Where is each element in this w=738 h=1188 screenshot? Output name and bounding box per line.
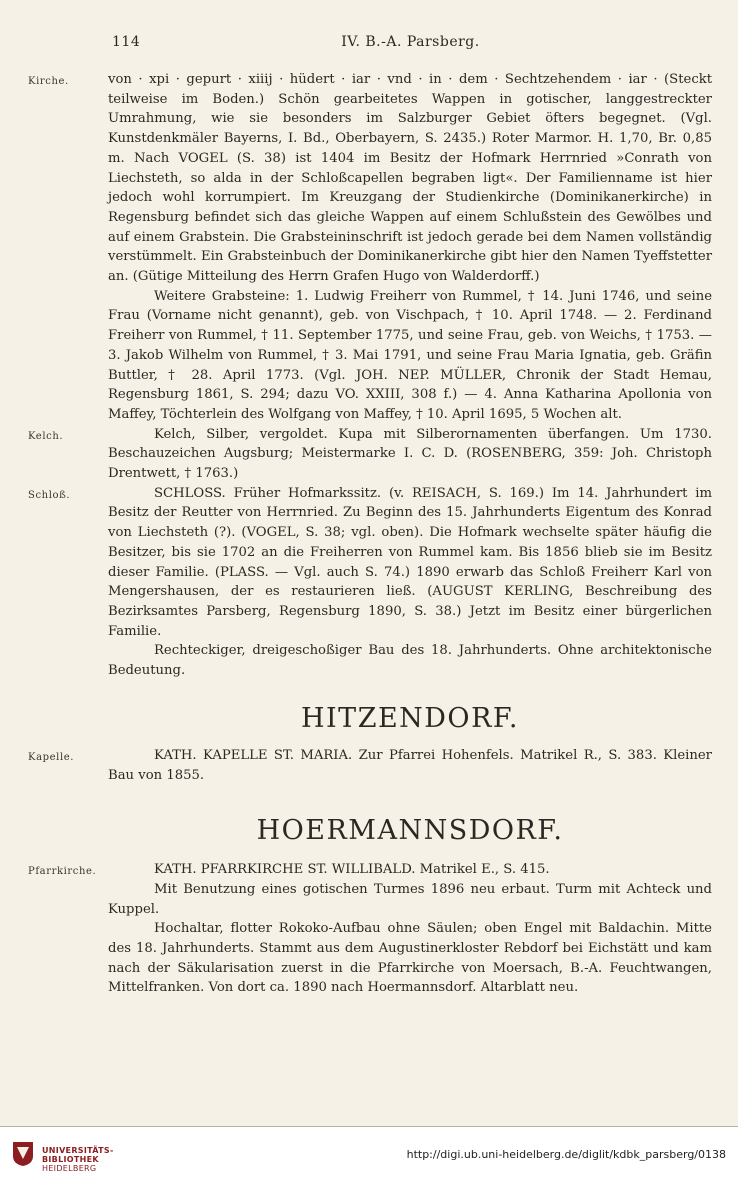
margin-label: Kelch. — [28, 430, 64, 442]
paragraph-turm — [108, 880, 712, 919]
library-name — [42, 1146, 114, 1173]
margin-label: Kirche. — [28, 76, 69, 87]
footer-bar — [0, 1126, 738, 1188]
margin-label: Pfarrkirche. — [28, 866, 97, 878]
paragraph-grabsteine — [108, 287, 712, 425]
paragraph-text: SCHLOSS. Früher Hofmarkssitz. (v. REISACH, S. 169.) Im 14. Jahrhundert im Besitz der Reutter von Herrnried. Zu Beginn des 15. Jahrhunderts Eigentum des Konrad von Liechsteth (?). (VOGEL, S. 38; vgl. oben). Die Hofmark wechselte später häufig die Besitzer, bis sie 1702 an die Freiherren von Rummel kam. Bis 1856 blieb sie im Besitz dieser Familie. (PLASS. — Vgl. auch S. 74.) 1890 erwarb das Schloß Freiherr Karl von Mengershausen, der es restaurieren ließ. (AUGUST KERLING, Beschreibung des Bezirksamtes Parsberg, Regensburg 1890, S. 38.) Jetzt im Besitz einer bürgerlichen Familie. — [108, 485, 712, 639]
paragraph-bau — [108, 641, 712, 680]
paragraph-kelch — [28, 425, 712, 484]
page-header — [108, 34, 713, 58]
paragraph-text: von · xpi · gepurt · xiiij · hüdert · iar · vnd · in · dem · Sechtzehendem · iar · (Steckt teilweise im Boden.) Schön gearbeitetes Wappen in gotischer, langgestreckter Umrahmung, wie sie besonders im Salzburger Gebiet öfters begegnet. (Vgl. Kunstdenkmäler Bayerns, I. Bd., Oberbayern, S. 2435.) Roter Marmor. H. 1,70, Br. 0,85 m. Nach VOGEL (S. 38) ist 1404 im Besitz der Hofmark Herrnried »Conrath von Liechsteth, so alda in der Schloßcapellen begraben ligt«. Der Familienname ist hier jedoch wohl korrumpiert. Im Kreuzgang der Studienkirche (Dominikanerkirche) in Regensburg befindet sich das gleiche Wappen auf einem Schlußstein des Gewölbes und auf einem Grabstein. Die Grabsteininschrift ist jedoch gerade bei dem Namen vollständig verstümmelt. Ein Grabsteinbuch der Dominikanerkirche gibt hier den Namen Tyeffstetter an. (Gütige Mitteilung des Herrn Grafen Hugo von Walderdorff.) — [108, 72, 712, 285]
margin-label: Schloß. — [28, 489, 71, 501]
paragraph-text: Mit Benutzung eines gotischen Turmes 1896 neu erbaut. Turm mit Achteck und Kuppel. — [108, 881, 712, 917]
university-seal-icon — [12, 1141, 34, 1167]
paragraph-kirche — [28, 70, 712, 287]
paragraph-hochaltar — [108, 919, 712, 998]
library-line: UNIVERSITÄTS- — [42, 1146, 114, 1155]
heading-hitzendorf: HITZENDORF. — [300, 702, 520, 734]
page-number: 114 — [112, 34, 141, 50]
paragraph-text: KATH. PFARRKIRCHE ST. WILLIBALD. Matrikel E., S. 415. — [154, 862, 550, 878]
page-body — [28, 70, 712, 998]
paragraph-kapelle — [28, 746, 712, 785]
heading-hoermannsdorf: HOERMANNSDORF. — [256, 815, 564, 847]
paragraph-pfarrkirche — [28, 860, 712, 880]
paragraph-text: Hochaltar, flotter Rokoko-Aufbau ohne Säulen; oben Engel mit Baldachin. Mitte des 18. Jahrhunderts. Stammt aus dem Augustinerkloster Rebdorf bei Eichstätt und kam nach der Säkularisation zuerst in die Pfarrkirche von Moersach, B.-A. Feuchtwangen, Mittelfranken. Von dort ca. 1890 nach Hoermannsdorf. Altarblatt neu. — [108, 921, 712, 996]
running-title: IV. B.-A. Parsberg. — [341, 34, 480, 50]
permalink-url[interactable]: http://digi.ub.uni-heidelberg.de/diglit/kdbk_parsberg/0138 — [406, 1148, 726, 1161]
library-line: HEIDELBERG — [42, 1164, 97, 1173]
library-line: BIBLIOTHEK — [42, 1155, 99, 1164]
paragraph-schloss — [28, 484, 712, 642]
paragraph-text: Rechteckiger, dreigeschoßiger Bau des 18. Jahrhunderts. Ohne architektonische Bedeutung. — [108, 643, 712, 679]
paragraph-text: KATH. KAPELLE ST. MARIA. Zur Pfarrei Hohenfels. Matrikel R., S. 383. Kleiner Bau von 1855. — [108, 747, 712, 783]
margin-label: Kapelle. — [28, 751, 75, 763]
paragraph-text: Kelch, Silber, vergoldet. Kupa mit Silberornamenten überfangen. Um 1730. Beschauzeichen Augsburg; Meistermarke I. C. D. (ROSENBERG, 359: Joh. Christoph Drentwett, † 1763.) — [108, 426, 712, 482]
paragraph-text: Weitere Grabsteine: 1. Ludwig Freiherr von Rummel, † 14. Juni 1746, und seine Frau (Vorname nicht genannt), geb. von Vischpach, † 10. April 1748. — 2. Ferdinand Freiherr von Rummel, † 11. September 1775, und seine Frau, geb. von Weichs, † 1753. — 3. Jakob Wilhelm von Rummel, † 3. Mai 1791, und seine Frau Maria Ignatia, geb. Gräfin Buttler, † 28. April 1773. (Vgl. JOH. NEP. MÜLLER, Chronik der Stadt Hemau, Regensburg 1861, S. 294; dazu VO. XXIII, 308 f.) — 4. Anna Katharina Apollonia von Maffey, Töchterlein des Wolfgang von Maffey, † 10. April 1695, 5 Wochen alt. — [108, 288, 712, 422]
